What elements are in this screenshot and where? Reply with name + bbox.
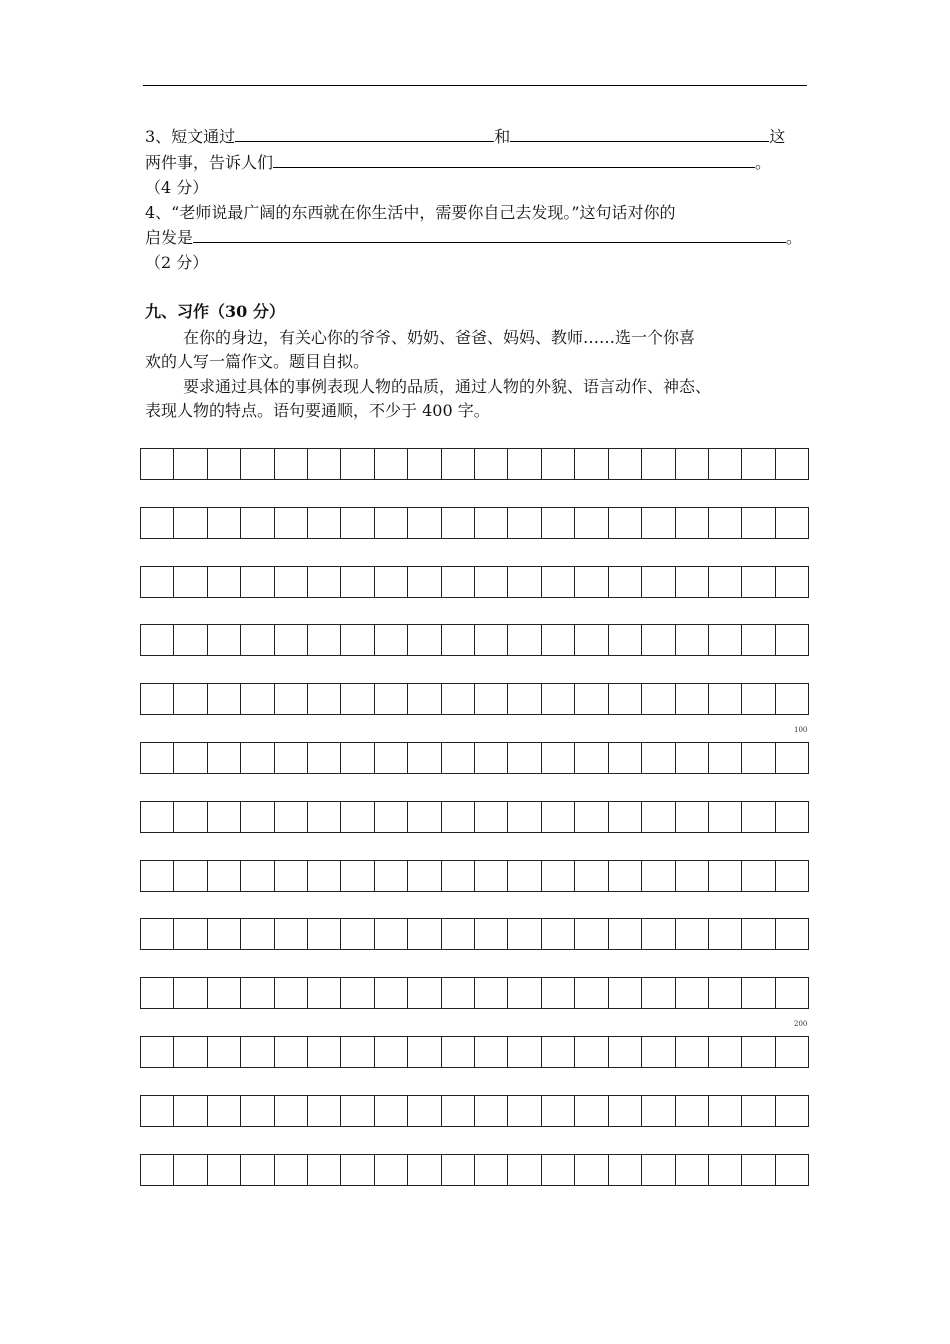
q3-score: （4 分）	[145, 178, 209, 197]
grid-cell[interactable]	[341, 977, 374, 1009]
grid-cell[interactable]	[742, 1036, 775, 1068]
grid-row	[140, 977, 809, 1009]
grid-cell[interactable]	[408, 801, 441, 833]
grid-cell[interactable]	[308, 1036, 341, 1068]
grid-cell[interactable]	[709, 918, 742, 950]
grid-cell[interactable]	[609, 1154, 642, 1186]
grid-cell[interactable]	[575, 742, 608, 774]
grid-cell[interactable]	[709, 1154, 742, 1186]
grid-cell[interactable]	[375, 918, 408, 950]
grid-cell[interactable]	[475, 1154, 508, 1186]
essay-para1-line2: 欢的人写一篇作文。题目自拟。	[145, 352, 370, 371]
grid-cell[interactable]	[308, 683, 341, 715]
q4-line-2	[145, 227, 802, 249]
grid-cell[interactable]	[140, 977, 174, 1009]
q4-answer-blank[interactable]	[193, 227, 786, 243]
grid-cell[interactable]	[375, 1095, 408, 1127]
grid-cell[interactable]	[408, 683, 441, 715]
grid-cell[interactable]	[208, 1036, 241, 1068]
grid-cell[interactable]	[174, 1154, 207, 1186]
grid-row	[140, 1154, 809, 1186]
grid-cell[interactable]	[642, 1095, 675, 1127]
grid-cell[interactable]	[475, 1095, 508, 1127]
grid-cell[interactable]	[174, 1095, 207, 1127]
grid-cell[interactable]	[676, 624, 709, 656]
grid-cell[interactable]	[742, 801, 775, 833]
q3-line2-prefix: 两件事，告诉人们	[145, 153, 274, 172]
grid-cell[interactable]	[308, 918, 341, 950]
q3-answer-blank-3[interactable]	[273, 152, 755, 168]
grid-cell[interactable]	[308, 1095, 341, 1127]
word-count-marker-100: 100	[794, 726, 808, 734]
grid-cell[interactable]	[375, 977, 408, 1009]
grid-cell[interactable]	[241, 1095, 274, 1127]
grid-cell[interactable]	[408, 624, 441, 656]
grid-cell[interactable]	[575, 1036, 608, 1068]
grid-cell[interactable]	[275, 507, 308, 539]
grid-cell[interactable]	[174, 448, 207, 480]
grid-cell[interactable]	[676, 742, 709, 774]
grid-cell[interactable]	[275, 1154, 308, 1186]
top-divider-line	[143, 85, 807, 86]
grid-cell[interactable]	[140, 624, 174, 656]
grid-cell[interactable]	[275, 683, 308, 715]
grid-cell[interactable]	[776, 860, 809, 892]
grid-cell[interactable]	[709, 683, 742, 715]
grid-cell[interactable]	[241, 448, 274, 480]
grid-cell[interactable]	[442, 448, 475, 480]
grid-row	[140, 801, 809, 833]
grid-cell[interactable]	[475, 860, 508, 892]
grid-cell[interactable]	[776, 801, 809, 833]
grid-cell[interactable]	[575, 918, 608, 950]
grid-cell[interactable]	[140, 1036, 174, 1068]
grid-cell[interactable]	[776, 977, 809, 1009]
grid-cell[interactable]	[174, 1036, 207, 1068]
grid-cell[interactable]	[341, 801, 374, 833]
grid-cell[interactable]	[676, 860, 709, 892]
grid-cell[interactable]	[241, 918, 274, 950]
q3-line2-suffix: 。	[755, 153, 772, 172]
grid-cell[interactable]	[709, 977, 742, 1009]
grid-cell[interactable]	[208, 860, 241, 892]
grid-cell[interactable]	[776, 507, 809, 539]
grid-cell[interactable]	[508, 683, 541, 715]
grid-cell[interactable]	[742, 918, 775, 950]
grid-cell[interactable]	[542, 801, 575, 833]
grid-cell[interactable]	[408, 1036, 441, 1068]
grid-cell[interactable]	[375, 801, 408, 833]
grid-cell[interactable]	[241, 1154, 274, 1186]
grid-cell[interactable]	[542, 1095, 575, 1127]
grid-row	[140, 918, 809, 950]
grid-row	[140, 742, 809, 774]
grid-row	[140, 683, 809, 715]
grid-cell[interactable]	[275, 742, 308, 774]
grid-cell[interactable]	[375, 566, 408, 598]
grid-cell[interactable]	[609, 1095, 642, 1127]
grid-cell[interactable]	[375, 683, 408, 715]
grid-cell[interactable]	[575, 448, 608, 480]
grid-cell[interactable]	[308, 507, 341, 539]
grid-cell[interactable]	[508, 801, 541, 833]
grid-cell[interactable]	[174, 977, 207, 1009]
grid-cell[interactable]	[776, 1154, 809, 1186]
grid-cell[interactable]	[341, 448, 374, 480]
grid-cell[interactable]	[341, 1154, 374, 1186]
grid-cell[interactable]	[308, 977, 341, 1009]
grid-cell[interactable]	[408, 977, 441, 1009]
grid-cell[interactable]	[676, 1036, 709, 1068]
grid-cell[interactable]	[642, 977, 675, 1009]
grid-cell[interactable]	[208, 624, 241, 656]
grid-cell[interactable]	[676, 977, 709, 1009]
grid-cell[interactable]	[442, 1154, 475, 1186]
grid-cell[interactable]	[275, 1036, 308, 1068]
grid-cell[interactable]	[676, 566, 709, 598]
grid-cell[interactable]	[475, 507, 508, 539]
grid-cell[interactable]	[609, 448, 642, 480]
grid-cell[interactable]	[575, 860, 608, 892]
grid-cell[interactable]	[208, 977, 241, 1009]
grid-cell[interactable]	[609, 507, 642, 539]
grid-cell[interactable]	[642, 1154, 675, 1186]
grid-cell[interactable]	[776, 448, 809, 480]
grid-cell[interactable]	[609, 918, 642, 950]
grid-cell[interactable]	[140, 448, 174, 480]
q3-connector: 和	[494, 127, 511, 146]
grid-cell[interactable]	[508, 448, 541, 480]
grid-cell[interactable]	[442, 860, 475, 892]
grid-cell[interactable]	[275, 566, 308, 598]
grid-cell[interactable]	[709, 624, 742, 656]
grid-cell[interactable]	[575, 683, 608, 715]
grid-cell[interactable]	[208, 683, 241, 715]
grid-cell[interactable]	[709, 448, 742, 480]
word-count-marker-200: 200	[794, 1020, 808, 1028]
q3-prefix: 3、短文通过	[145, 127, 236, 146]
q4-line-1: 4、“老师说最广阔的东西就在你生活中，需要你自己去发现。”这句话对你的	[145, 203, 676, 222]
grid-cell[interactable]	[341, 918, 374, 950]
grid-cell[interactable]	[642, 1036, 675, 1068]
grid-cell[interactable]	[542, 918, 575, 950]
grid-cell[interactable]	[508, 1095, 541, 1127]
grid-cell[interactable]	[542, 624, 575, 656]
grid-cell[interactable]	[609, 801, 642, 833]
grid-cell[interactable]	[341, 860, 374, 892]
grid-cell[interactable]	[475, 977, 508, 1009]
grid-cell[interactable]	[542, 1154, 575, 1186]
grid-cell[interactable]	[475, 448, 508, 480]
grid-cell[interactable]	[742, 624, 775, 656]
grid-cell[interactable]	[241, 507, 274, 539]
grid-cell[interactable]	[241, 1036, 274, 1068]
essay-para2-line1: 要求通过具体的事例表现人物的品质，通过人物的外貌、语言动作、神态、	[183, 377, 712, 396]
grid-row	[140, 1036, 809, 1068]
grid-cell[interactable]	[208, 448, 241, 480]
grid-cell[interactable]	[442, 566, 475, 598]
q4-line2-prefix: 启发是	[145, 228, 194, 247]
grid-cell[interactable]	[642, 566, 675, 598]
grid-cell[interactable]	[642, 683, 675, 715]
grid-cell[interactable]	[676, 1095, 709, 1127]
grid-cell[interactable]	[442, 801, 475, 833]
grid-cell[interactable]	[375, 860, 408, 892]
grid-cell[interactable]	[542, 507, 575, 539]
grid-cell[interactable]	[709, 1036, 742, 1068]
grid-cell[interactable]	[475, 918, 508, 950]
grid-cell[interactable]	[208, 801, 241, 833]
grid-cell[interactable]	[408, 507, 441, 539]
grid-cell[interactable]	[575, 507, 608, 539]
grid-cell[interactable]	[542, 566, 575, 598]
grid-cell[interactable]	[275, 801, 308, 833]
grid-cell[interactable]	[341, 742, 374, 774]
grid-cell[interactable]	[742, 683, 775, 715]
grid-cell[interactable]	[709, 566, 742, 598]
grid-cell[interactable]	[642, 624, 675, 656]
grid-cell[interactable]	[375, 1036, 408, 1068]
grid-cell[interactable]	[742, 1095, 775, 1127]
grid-cell[interactable]	[508, 566, 541, 598]
q3-answer-blank-1[interactable]	[235, 126, 494, 142]
grid-cell[interactable]	[709, 1095, 742, 1127]
grid-cell[interactable]	[676, 507, 709, 539]
grid-cell[interactable]	[408, 566, 441, 598]
grid-cell[interactable]	[308, 448, 341, 480]
grid-cell[interactable]	[408, 1154, 441, 1186]
grid-cell[interactable]	[575, 624, 608, 656]
grid-cell[interactable]	[475, 566, 508, 598]
grid-cell[interactable]	[241, 860, 274, 892]
grid-cell[interactable]	[375, 448, 408, 480]
grid-cell[interactable]	[776, 1095, 809, 1127]
grid-cell[interactable]	[676, 1154, 709, 1186]
grid-cell[interactable]	[742, 977, 775, 1009]
q4-score: （2 分）	[145, 253, 209, 272]
essay-heading: 九、习作（30 分）	[145, 302, 285, 321]
grid-cell[interactable]	[208, 1095, 241, 1127]
grid-cell[interactable]	[375, 742, 408, 774]
grid-cell[interactable]	[408, 742, 441, 774]
grid-cell[interactable]	[275, 624, 308, 656]
grid-cell[interactable]	[174, 860, 207, 892]
grid-cell[interactable]	[575, 1095, 608, 1127]
grid-cell[interactable]	[174, 742, 207, 774]
grid-cell[interactable]	[776, 624, 809, 656]
grid-cell[interactable]	[508, 507, 541, 539]
grid-cell[interactable]	[442, 1095, 475, 1127]
grid-cell[interactable]	[408, 918, 441, 950]
grid-cell[interactable]	[308, 801, 341, 833]
grid-cell[interactable]	[341, 566, 374, 598]
grid-cell[interactable]	[508, 624, 541, 656]
grid-cell[interactable]	[776, 1036, 809, 1068]
grid-cell[interactable]	[542, 448, 575, 480]
grid-cell[interactable]	[676, 683, 709, 715]
grid-cell[interactable]	[709, 860, 742, 892]
grid-cell[interactable]	[776, 742, 809, 774]
grid-cell[interactable]	[408, 448, 441, 480]
grid-cell[interactable]	[442, 1036, 475, 1068]
grid-cell[interactable]	[208, 507, 241, 539]
grid-cell[interactable]	[542, 683, 575, 715]
grid-cell[interactable]	[642, 918, 675, 950]
grid-cell[interactable]	[341, 1036, 374, 1068]
grid-cell[interactable]	[442, 507, 475, 539]
grid-cell[interactable]	[642, 448, 675, 480]
grid-cell[interactable]	[442, 742, 475, 774]
grid-cell[interactable]	[442, 918, 475, 950]
grid-cell[interactable]	[174, 683, 207, 715]
grid-cell[interactable]	[140, 801, 174, 833]
grid-cell[interactable]	[642, 801, 675, 833]
grid-cell[interactable]	[542, 1036, 575, 1068]
grid-cell[interactable]	[475, 801, 508, 833]
grid-cell[interactable]	[742, 507, 775, 539]
grid-cell[interactable]	[375, 624, 408, 656]
grid-cell[interactable]	[742, 742, 775, 774]
grid-cell[interactable]	[575, 566, 608, 598]
grid-cell[interactable]	[609, 1036, 642, 1068]
grid-cell[interactable]	[140, 860, 174, 892]
grid-row	[140, 860, 809, 892]
grid-cell[interactable]	[609, 566, 642, 598]
grid-cell[interactable]	[475, 1036, 508, 1068]
grid-cell[interactable]	[776, 566, 809, 598]
essay-para2-line2: 表现人物的特点。语句要通顺，不少于 400 字。	[145, 401, 490, 420]
grid-cell[interactable]	[308, 860, 341, 892]
grid-cell[interactable]	[508, 977, 541, 1009]
grid-cell[interactable]	[475, 683, 508, 715]
grid-cell[interactable]	[140, 1154, 174, 1186]
grid-cell[interactable]	[174, 507, 207, 539]
grid-cell[interactable]	[742, 448, 775, 480]
grid-cell[interactable]	[208, 742, 241, 774]
grid-cell[interactable]	[442, 624, 475, 656]
grid-cell[interactable]	[542, 977, 575, 1009]
q4-line2-suffix: 。	[786, 228, 803, 247]
grid-cell[interactable]	[742, 1154, 775, 1186]
grid-cell[interactable]	[508, 742, 541, 774]
grid-cell[interactable]	[241, 742, 274, 774]
grid-cell[interactable]	[475, 624, 508, 656]
grid-cell[interactable]	[341, 507, 374, 539]
grid-row	[140, 1095, 809, 1127]
grid-cell[interactable]	[709, 507, 742, 539]
grid-cell[interactable]	[575, 1154, 608, 1186]
grid-cell[interactable]	[208, 918, 241, 950]
q3-answer-blank-2[interactable]	[510, 126, 769, 142]
grid-cell[interactable]	[642, 860, 675, 892]
grid-cell[interactable]	[341, 683, 374, 715]
grid-cell[interactable]	[308, 566, 341, 598]
grid-cell[interactable]	[542, 860, 575, 892]
grid-cell[interactable]	[241, 801, 274, 833]
q3-line-2	[145, 152, 771, 174]
q3-line-1	[145, 126, 785, 148]
grid-row	[140, 624, 809, 656]
grid-cell[interactable]	[341, 1095, 374, 1127]
grid-cell[interactable]	[408, 860, 441, 892]
grid-cell[interactable]	[508, 860, 541, 892]
grid-cell[interactable]	[208, 566, 241, 598]
grid-cell[interactable]	[241, 977, 274, 1009]
grid-cell[interactable]	[341, 624, 374, 656]
grid-cell[interactable]	[542, 742, 575, 774]
grid-cell[interactable]	[575, 801, 608, 833]
grid-cell[interactable]	[308, 1154, 341, 1186]
grid-cell[interactable]	[140, 918, 174, 950]
grid-cell[interactable]	[508, 918, 541, 950]
grid-cell[interactable]	[776, 918, 809, 950]
grid-cell[interactable]	[609, 860, 642, 892]
essay-para1-line1: 在你的身边，有关心你的爷爷、奶奶、爸爸、妈妈、教师……选一个你喜	[183, 328, 696, 347]
grid-cell[interactable]	[275, 448, 308, 480]
grid-cell[interactable]	[676, 448, 709, 480]
grid-cell[interactable]	[609, 683, 642, 715]
grid-cell[interactable]	[575, 977, 608, 1009]
grid-cell[interactable]	[475, 742, 508, 774]
grid-cell[interactable]	[642, 507, 675, 539]
grid-cell[interactable]	[140, 1095, 174, 1127]
grid-row	[140, 507, 809, 539]
grid-cell[interactable]	[442, 683, 475, 715]
grid-cell[interactable]	[174, 918, 207, 950]
grid-cell[interactable]	[275, 860, 308, 892]
grid-cell[interactable]	[508, 1154, 541, 1186]
grid-cell[interactable]	[776, 683, 809, 715]
grid-cell[interactable]	[375, 1154, 408, 1186]
grid-cell[interactable]	[140, 742, 174, 774]
grid-cell[interactable]	[275, 977, 308, 1009]
grid-cell[interactable]	[742, 566, 775, 598]
grid-cell[interactable]	[140, 566, 174, 598]
grid-cell[interactable]	[709, 742, 742, 774]
grid-cell[interactable]	[609, 742, 642, 774]
grid-cell[interactable]	[742, 860, 775, 892]
grid-cell[interactable]	[609, 977, 642, 1009]
grid-cell[interactable]	[208, 1154, 241, 1186]
grid-cell[interactable]	[609, 624, 642, 656]
grid-cell[interactable]	[241, 624, 274, 656]
grid-cell[interactable]	[174, 566, 207, 598]
grid-cell[interactable]	[308, 742, 341, 774]
grid-cell[interactable]	[174, 801, 207, 833]
grid-cell[interactable]	[275, 1095, 308, 1127]
grid-cell[interactable]	[676, 801, 709, 833]
q3-line1-suffix: 这	[769, 127, 786, 146]
grid-cell[interactable]	[308, 624, 341, 656]
grid-cell[interactable]	[174, 624, 207, 656]
grid-cell[interactable]	[140, 683, 174, 715]
grid-cell[interactable]	[241, 683, 274, 715]
grid-cell[interactable]	[709, 801, 742, 833]
grid-cell[interactable]	[642, 742, 675, 774]
grid-cell[interactable]	[140, 507, 174, 539]
grid-cell[interactable]	[408, 1095, 441, 1127]
grid-cell[interactable]	[676, 918, 709, 950]
grid-row	[140, 566, 809, 598]
grid-cell[interactable]	[508, 1036, 541, 1068]
grid-cell[interactable]	[375, 507, 408, 539]
grid-cell[interactable]	[275, 918, 308, 950]
grid-row	[140, 448, 809, 480]
grid-cell[interactable]	[442, 977, 475, 1009]
grid-cell[interactable]	[241, 566, 274, 598]
